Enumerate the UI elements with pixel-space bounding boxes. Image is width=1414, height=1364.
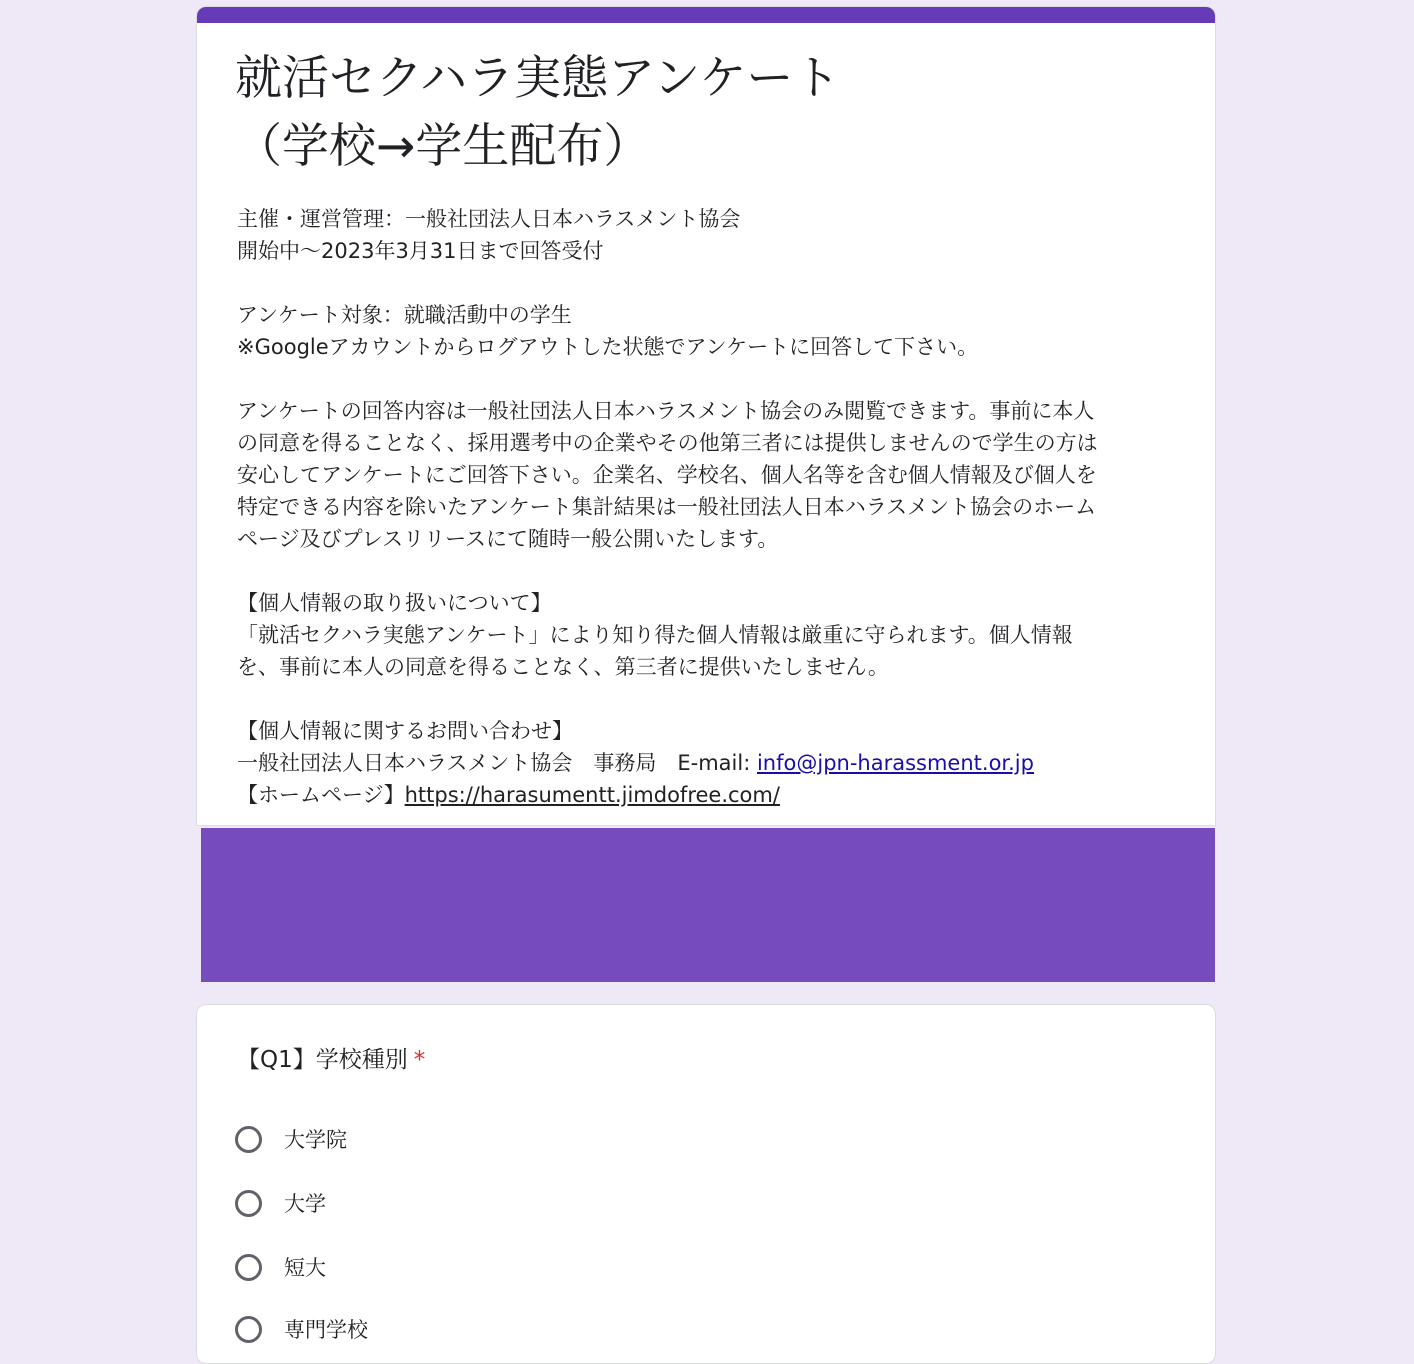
organizer-text: 主催・運営管理：一般社団法人日本ハラスメント協会 [237,207,741,231]
question-title-text: 【Q1】学校種別 [237,1047,408,1073]
privacy-line: ページ及びプレスリリースにて随時一般公開いたします。 [237,527,779,551]
option-label: 専門学校 [284,1318,368,1342]
radio-button-icon[interactable] [235,1190,262,1217]
personal-info-line: 「就活セクハラ実態アンケート」により知り得た個人情報は厳重に守られます。個人情報 [237,623,1073,647]
period-text: 開始中～2023年3月31日まで回答受付 [237,239,604,263]
privacy-line: アンケートの回答内容は一般社団法人日本ハラスメント協会のみ閲覧できます。事前に本人 [237,399,1095,423]
option-label: 大学 [284,1192,326,1216]
section-banner [201,828,1215,982]
privacy-line: 安心してアンケートにご回答下さい。企業名、学校名、個人名等を含む個人情報及び個人を [237,463,1097,487]
option-label: 短大 [284,1256,326,1280]
privacy-line: の同意を得ることなく、採用選考中の企業やその他第三者には提供しませんので学生の方は [237,431,1098,455]
radio-button-icon[interactable] [235,1126,262,1153]
form-title: 就活セクハラ実態アンケート （学校→学生配布） [235,51,841,174]
form-header-card [196,6,1216,826]
homepage-link[interactable]: https://harasumentt.jimdofree.com/ [404,783,780,807]
required-mark: * [413,1047,426,1073]
question-title [237,1043,425,1077]
question-card-q1 [196,1004,1216,1364]
homepage-prefix: 【ホームページ】 [237,783,405,807]
contact-line [237,747,1177,779]
personal-info-line: を、事前に本人の同意を得ることなく、第三者に提供いたしません。 [237,655,889,679]
option-vocational-school[interactable] [235,1311,368,1347]
option-graduate-school[interactable] [235,1121,347,1157]
homepage-line [237,779,1177,811]
radio-button-icon[interactable] [235,1316,262,1343]
option-university[interactable] [235,1185,326,1221]
radio-button-icon[interactable] [235,1254,262,1281]
target-text: アンケート対象：就職活動中の学生 [237,303,572,327]
header-accent-strip [197,7,1215,23]
contact-heading: 【個人情報に関するお問い合わせ】 [237,719,573,743]
option-label: 大学院 [284,1128,347,1152]
logout-note: ※Googleアカウントからログアウトした状態でアンケートに回答して下さい。 [237,335,979,359]
personal-info-heading: 【個人情報の取り扱いについて】 [237,591,552,615]
form-description [237,203,1177,811]
contact-email-link[interactable]: info@jpn-harassment.or.jp [756,751,1034,775]
contact-prefix: 一般社団法人日本ハラスメント協会 事務局 E-mail: [237,751,757,775]
option-junior-college[interactable] [235,1249,326,1285]
privacy-line: 特定できる内容を除いたアンケート集計結果は一般社団法人日本ハラスメント協会のホーム [237,495,1097,519]
